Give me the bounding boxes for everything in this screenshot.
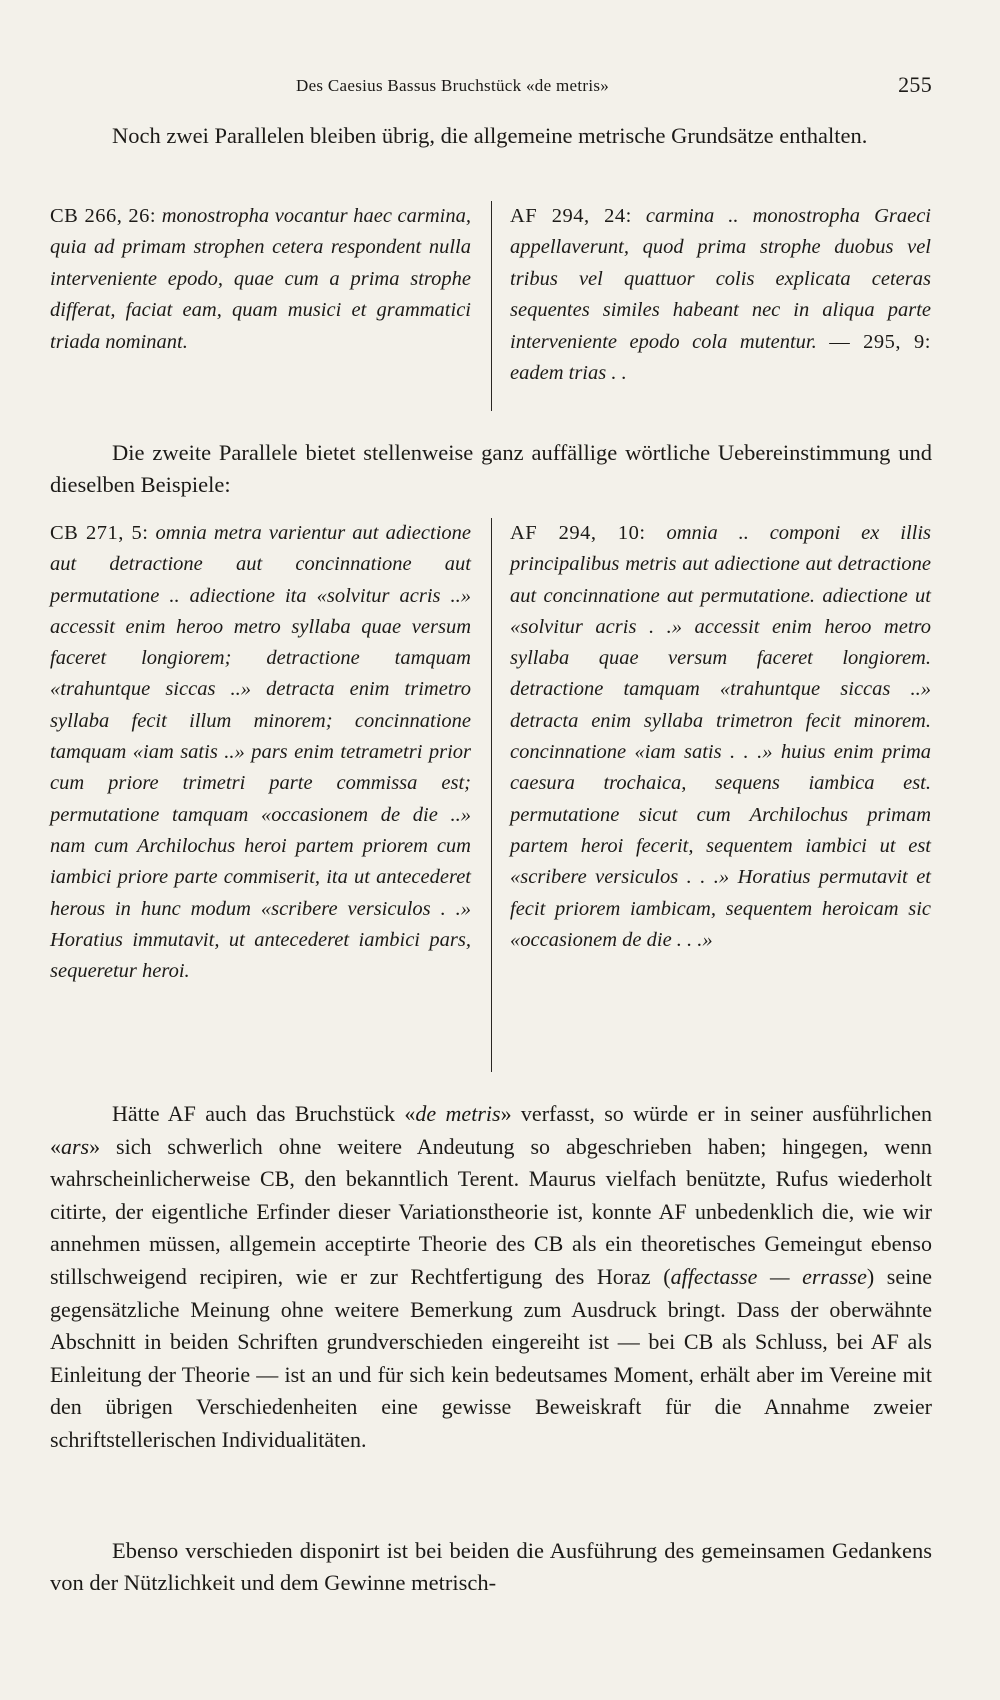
italic-quote: affectasse — errasse [670,1263,867,1289]
second-paragraph: Die zweite Parallele bietet stellenweise ganz auffällige wörtliche Uebereinstimmung und dieselben Beispiele: [50,440,932,498]
parallel-passage-1 [50,201,932,411]
column-divider [491,518,492,1072]
parallel-2-left-reference: CB 271, 5: [50,522,149,544]
parallel-2-right-text: omnia .. componi ex illis principalibus metris aut adiectione aut detractione aut concinnatione aut permutatione. adiectione ut «solvitur acris . .» accessit enim heroo metro syllaba quae versum faceret longiorem. detractione tamquam «trahuntque siccas ..» detracta enim syllaba trimetron fecit minorem. concinnatione «iam satis . . .» huius enim prima caesura trochaica, sequens iambica est. permutatione sicut cum Archilochus primam partem heroi fecerit, sequentem iambici ut est «scribere versiculos . . .» Horatius permutavit et fecit priorem iambicam, sequentem heroicam sic «occasionem de die . . .» [510,522,932,951]
parallel-1-right-text-2: eadem trias . . [510,362,627,385]
parallel-1-right-reference-2: — 295, 9: [829,330,931,353]
column-divider [491,201,492,411]
paragraph-text: » sich schwerlich ohne weitere Andeutung so abgeschrieben haben; hingegen, wenn wahrscheinlicherweise CB, den bekanntlich Terent. Maurus vielfach benützte, Rufus wiederholt citirte, der eigentliche Erfinder dieser Variationstheorie ist, konnte AF unbedenklich die, wie wir annehmen müssen, allgemein acceptirte Theorie des CB als ein theoretisches Gemeingut ebenso stillschweigend recipiren, wie er zur Rechtfertigung des Horaz ( [50,1133,932,1289]
parallel-2-left-text: omnia metra varientur aut adiectione aut detractione aut concinnatione aut permutatione .. adiectione ita «solvitur acris ..» accessit enim heroo metro syllaba quae versum faceret longiorem; detractione tamquam «trahuntque siccas ..» detracta enim trimetro syllaba fecit illum minorem; concinnatione tamquam «iam satis ..» pars enim tetrametri prior cum priore trimetri parte commissa est; permutatione tamquam «occasionem de die ..» nam cum Archilochus heroi partem priorem cum iambici priore parte commiserit, ita ut antecederet herous in hunc modum «scribere versiculos . .» Horatius immutavit, ut antecederet iambici pars, sequeretur heroi. [50,522,471,983]
parallel-passage-2 [50,518,932,1072]
parallel-2-right-reference: AF 294, 10: [510,522,646,544]
parallel-1-right-text: carmina .. monostropha Graeci appellaverunt, quod prima strophe duobus vel tribus vel quattuor colis explicata ceteras sequentes similes habeant nec in aliqua parte interveniente epodo cola mutentur. [510,205,932,353]
parallel-2-left-column [50,518,471,987]
paragraph-text: Hätte AF auch das Bruchstück « [112,1101,416,1126]
parallel-2-right-column [510,518,931,956]
italic-title: ars [61,1133,90,1159]
paragraph-text: » verfasst, so würde er in seiner ausführlichen « [50,1101,933,1159]
italic-title: de metris [415,1101,501,1126]
parallel-1-left-column [50,201,471,358]
parallel-1-right-reference: AF 294, 24: [510,205,632,227]
third-paragraph [50,1098,932,1457]
intro-paragraph: Noch zwei Parallelen bleiben übrig, die allgemeine metrische Grundsätze enthalten. [112,123,868,148]
paragraph-text: ) seine gegensätzliche Meinung ohne weitere Bemerkung zum Ausdruck bringt. Dass der oberwähnte Abschnitt in beiden Schriften grundverschieden eingereiht ist — bei CB als Schluss, bei AF als Einleitung der Theorie — ist an und für sich kein bedeutsames Moment, erhält aber im Vereine mit den übrigen Verschiedenheiten eine gewisse Beweiskraft für die Annahme zweier schriftstellerischen Individualitäten. [50,1263,932,1452]
fourth-paragraph: Ebenso verschieden disponirt ist bei beiden die Ausführung des gemeinsamen Gedankens von der Nützlichkeit und dem Gewinne metrisch- [50,1538,932,1596]
parallel-1-left-reference: CB 266, 26: [50,205,157,227]
page-number: 255 [898,72,932,97]
parallel-1-right-column [510,201,931,389]
running-head-title: Des Caesius Bassus Bruchstück «de metris» [296,76,610,95]
parallel-1-left-text: monostropha vocantur haec carmina, quia ad primam strophen cetera respondent nulla interveniente epodo, quae cum a prima strophe differat, faciat eam, quam musici et grammatici triada nominant. [50,205,472,353]
